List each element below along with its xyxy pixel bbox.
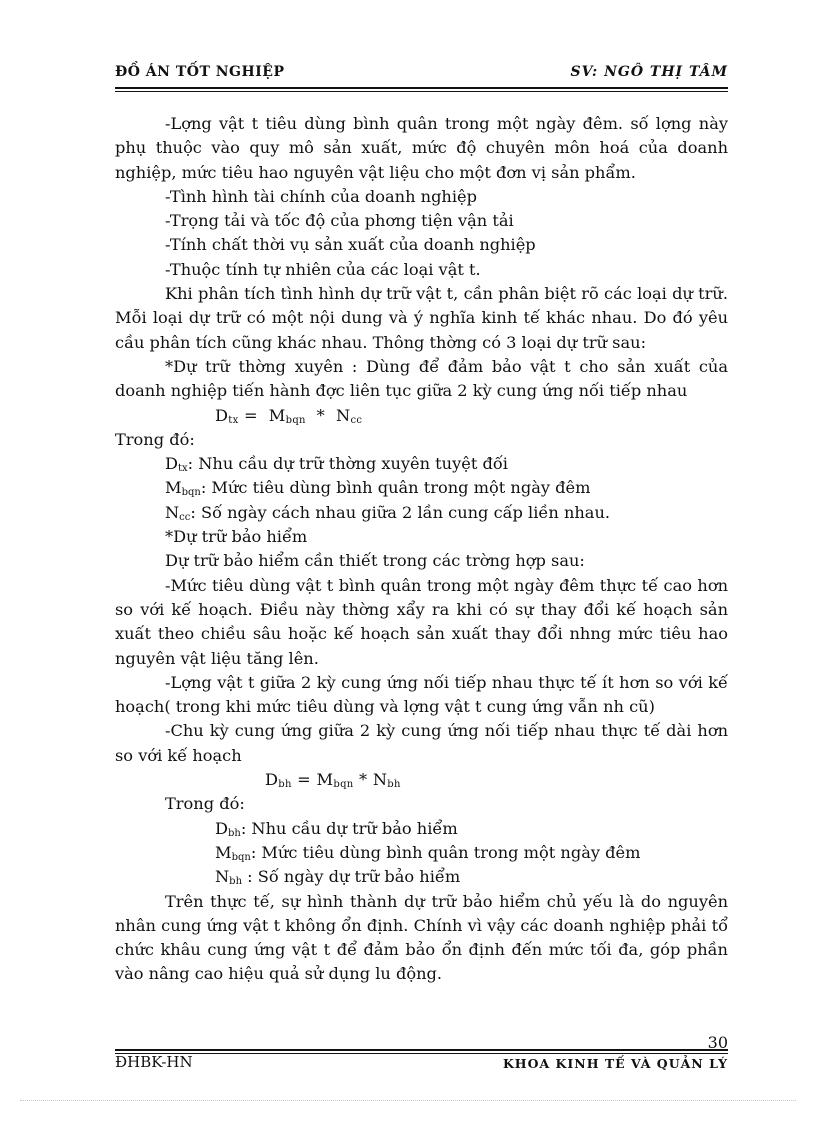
page-body <box>115 112 728 987</box>
list-item: -Thuộc tính tự nhiên của các loại vật t. <box>165 259 481 279</box>
header-rule <box>115 87 728 89</box>
definition-item: $D_{tx}$: Nhu cầu dự trữ thờng xuyên tuyệt đối <box>165 454 508 475</box>
formula-regular-reserve: $D_{tx} = M_{bqn} * N_{cc}$ <box>215 405 363 426</box>
definition-item: $N_{cc}$: Số ngày cách nhau giữa 2 lần cung cấp liền nhau. <box>165 502 611 523</box>
paragraph: -Chu kỳ cung ứng giữa 2 kỳ cung ứng nối tiếp nhau thực tế dài hơn so với kế hoạch <box>115 721 728 765</box>
footer-rule <box>115 1049 728 1051</box>
page-header <box>115 64 728 86</box>
where-label: Trong đó: <box>115 429 195 449</box>
footer-rule-thin <box>115 1053 728 1054</box>
definition-item: $D_{bh}$: Nhu cầu dự trữ bảo hiểm <box>215 818 458 839</box>
paragraph: -Lợng vật t giữa 2 kỳ cung ứng nối tiếp nhau thực tế ít hơn so với kế hoạch( trong khi mức tiêu dùng và lợng vật t cung ứng vẫn nh cũ) <box>115 672 728 717</box>
paragraph: -Lợng vật t tiêu dùng bình quân trong một ngày đêm. số lợng này phụ thuộc vào quy mô sản xuất, mức độ chuyên môn hoá của doanh nghiệp, mức tiêu hao nguyên vật liệu cho một đơn vị sản phẩm. <box>115 114 728 182</box>
paragraph: -Mức tiêu dùng vật t bình quân trong một ngày đêm thực tế cao hơn so với kế hoạch. Điều này thờng xẩy ra khi có sự thay đổi kế hoạch sản xuất theo chiều sâu hoặc kế hoạch sản xuất thay đổi nhng mức tiêu hao nguyên vật liệu tăng lên. <box>115 575 728 668</box>
header-author: SV: NGÔ THỊ TÂM <box>570 64 728 80</box>
section-heading: *Dự trữ bảo hiểm <box>165 527 308 547</box>
page-edge-divider <box>20 1100 796 1101</box>
where-label: Trong đó: <box>165 794 245 814</box>
definition-item: $M_{bqn}$: Mức tiêu dùng bình quân trong một ngày đêm <box>215 842 641 863</box>
list-item: -Tình hình tài chính của doanh nghiệp <box>165 186 477 206</box>
definition-item: $M_{bqn}$: Mức tiêu dùng bình quân trong một ngày đêm <box>165 478 591 499</box>
header-title: ĐỒ ÁN TỐT NGHIỆP <box>115 64 285 80</box>
definition-item: $N_{bh}$ : Số ngày dự trữ bảo hiểm <box>215 867 461 888</box>
page-number: 30 <box>707 1033 728 1052</box>
paragraph: Dự trữ bảo hiểm cần thiết trong các trờng hợp sau: <box>165 551 585 571</box>
paragraph: Khi phân tích tình hình dự trữ vật t, cần phân biệt rõ các loại dự trữ. Mỗi loại dự trữ có một nội dung và ý nghĩa kinh tế khác nhau. Do đó yêu cầu phân tích cũng khác nhau. Thông thờng có 3 loại dự trữ sau: <box>115 284 728 352</box>
formula-safety-reserve: $D_{bh} = M_{bqn} * N_{bh}$ <box>265 770 401 791</box>
paragraph: *Dự trữ thờng xuyên : Dùng để đảm bảo vật t cho sản xuất của doanh nghiệp tiến hành đợc liên tục giữa 2 kỳ cung ứng nối tiếp nhau <box>115 356 728 401</box>
paragraph: Trên thực tế, sự hình thành dự trữ bảo hiểm chủ yếu là do nguyên nhân cung ứng vật t không ổn định. Chính vì vậy các doanh nghiệp phải tổ chức khâu cung ứng vật t để đảm bảo ổn định đến mức tối đa, góp phần vào nâng cao hiệu quả sử dụng lu động. <box>115 891 728 984</box>
footer-institution: ĐHBK-HN <box>115 1053 193 1071</box>
list-item: -Trọng tải và tốc độ của phơng tiện vận tải <box>165 211 514 231</box>
list-item: -Tính chất thời vụ sản xuất của doanh nghiệp <box>165 235 536 255</box>
header-rule-thin <box>115 91 728 92</box>
footer-faculty: KHOA KINH TẾ VÀ QUẢN LÝ <box>502 1056 728 1071</box>
